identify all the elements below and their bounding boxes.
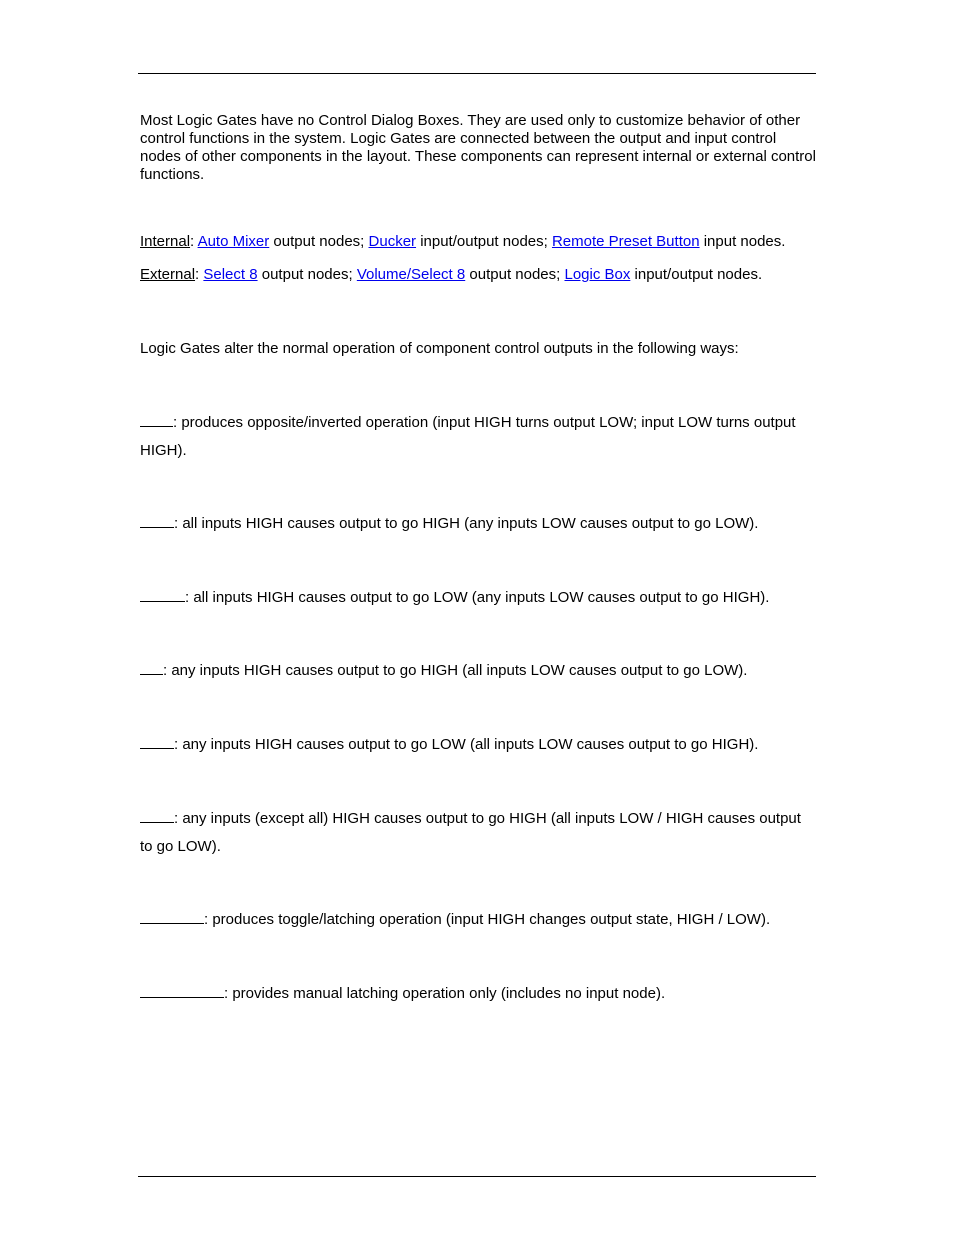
gate-name-blank <box>140 413 173 427</box>
external-text-1: output nodes; <box>257 266 357 283</box>
gate-description: : any inputs HIGH causes output to go HIGH (all inputs LOW causes output to go LOW). <box>163 662 748 679</box>
intro-paragraph: Most Logic Gates have no Control Dialog Boxes. They are used only to customize behavior of other control functions in the system. Logic Gates are connected between the output and input control nodes of other components in the layout. These components can represent internal or external control functions. <box>140 112 816 183</box>
gate-item-4 <box>140 657 816 685</box>
select-8-link[interactable]: Select 8 <box>203 266 258 283</box>
gate-description: : produces opposite/inverted operation (input HIGH turns output LOW; input LOW turns output HIGH). <box>140 414 796 459</box>
external-components-line: External: Select 8 output nodes; Volume/Select 8 output nodes; Logic Box input/output nodes. <box>140 266 763 283</box>
gate-name-blank <box>140 735 174 749</box>
ducker-link[interactable]: Ducker <box>368 233 417 250</box>
gate-description: : all inputs HIGH causes output to go LOW (any inputs LOW causes output to go HIGH). <box>185 589 770 606</box>
gate-item-6 <box>140 805 816 861</box>
gate-name-blank <box>140 661 163 675</box>
header-rule <box>138 73 816 74</box>
gate-description: : all inputs HIGH causes output to go HIGH (any inputs LOW causes output to go LOW). <box>174 515 759 532</box>
gate-name-blank <box>140 910 204 924</box>
internal-text-3: input nodes. <box>699 233 786 250</box>
gate-item-2 <box>140 510 816 538</box>
logic-box-link[interactable]: Logic Box <box>564 266 631 283</box>
gate-item-7 <box>140 906 816 934</box>
gate-item-5 <box>140 731 816 759</box>
gate-name-blank <box>140 514 174 528</box>
internal-text-1: output nodes; <box>269 233 369 250</box>
internal-text-2: input/output nodes; <box>416 233 552 250</box>
gate-name-blank <box>140 809 174 823</box>
gate-description: : any inputs (except all) HIGH causes output to go HIGH (all inputs LOW / HIGH causes output to go LOW). <box>140 810 801 855</box>
footer-rule <box>138 1176 816 1177</box>
gate-item-3 <box>140 584 816 612</box>
gates-intro-text: Logic Gates alter the normal operation of component control outputs in the following ways: <box>140 340 739 357</box>
gate-name-blank <box>140 984 224 998</box>
internal-components-line: Internal: Auto Mixer output nodes; Ducker input/output nodes; Remote Preset Button input nodes. <box>140 233 786 250</box>
volume-select-8-link[interactable]: Volume/Select 8 <box>356 266 466 283</box>
internal-label: Internal <box>140 233 191 250</box>
external-text-3: input/output nodes. <box>630 266 763 283</box>
gate-item-1 <box>140 409 816 465</box>
external-label: External <box>140 266 196 283</box>
gate-description: : provides manual latching operation only (includes no input node). <box>224 985 666 1002</box>
gate-description: : any inputs HIGH causes output to go LOW (all inputs LOW causes output to go HIGH). <box>174 736 759 753</box>
remote-preset-button-link[interactable]: Remote Preset Button <box>551 233 700 250</box>
gate-description: : produces toggle/latching operation (input HIGH changes output state, HIGH / LOW). <box>204 911 771 928</box>
gate-name-blank <box>140 588 185 602</box>
gate-item-8 <box>140 980 816 1008</box>
external-text-2: output nodes; <box>465 266 565 283</box>
auto-mixer-link[interactable]: Auto Mixer <box>197 233 270 250</box>
